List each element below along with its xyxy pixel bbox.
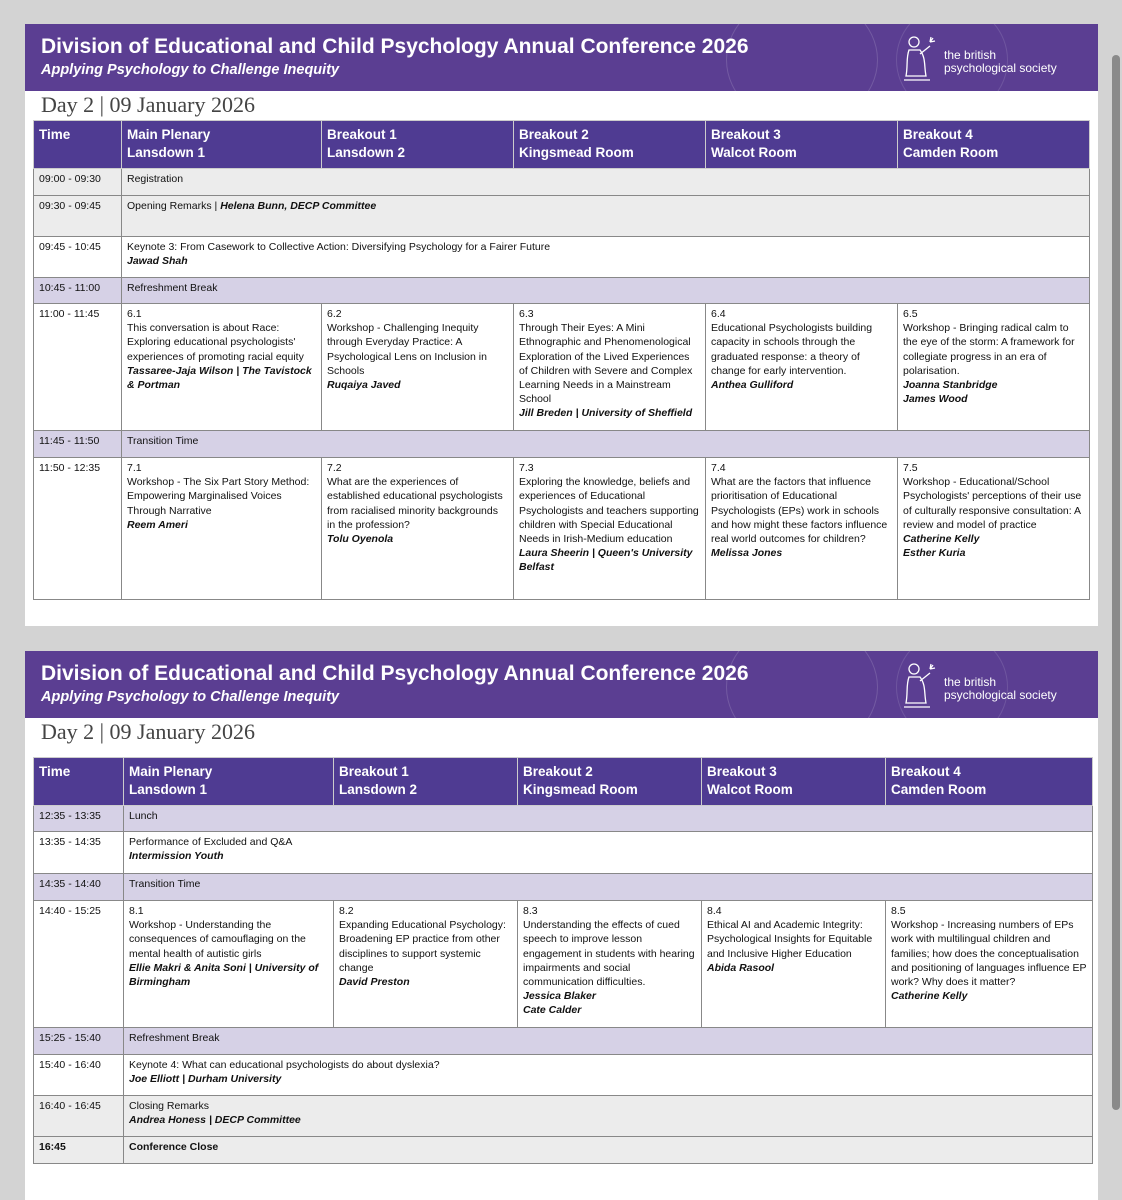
- session-number: 6.5: [903, 308, 918, 320]
- logo-text-line2: psychological society: [944, 688, 1057, 702]
- speaker-name: Catherine Kelly: [891, 990, 968, 1003]
- session-cell: [322, 304, 514, 431]
- table-row: [34, 1137, 1093, 1164]
- column-header: Time: [34, 121, 122, 169]
- speaker-name: Jessica Blaker: [523, 990, 596, 1003]
- session-number: 8.2: [339, 905, 354, 917]
- schedule-table: [33, 120, 1090, 600]
- event-cell: Performance of Excluded and Q&A Intermission Youth: [124, 832, 1093, 874]
- speaker-name: Esther Kuria: [903, 547, 966, 560]
- speaker-name: Helena Bunn, DECP Committee: [220, 200, 377, 212]
- column-header: Time: [34, 758, 124, 806]
- time-cell: 15:25 - 15:40: [34, 1028, 124, 1055]
- speaker-name: Anthea Gulliford: [711, 379, 794, 392]
- event-cell: Conference Close: [124, 1137, 1093, 1164]
- table-row: [34, 304, 1090, 431]
- speaker-name: James Wood: [903, 393, 968, 406]
- session-title: Workshop - Increasing numbers of EPs work with multilingual children and families; how does the conceptualisation and positioning of languages influence EP work? Why does it matter?: [891, 919, 1087, 989]
- bps-logo: [900, 659, 1080, 711]
- event-cell: Refreshment Break: [124, 1028, 1093, 1055]
- session-cell: [124, 901, 334, 1028]
- speaker-name: Ruqaiya Javed: [327, 379, 401, 392]
- column-header: Breakout 2 Kingsmead Room: [518, 758, 702, 806]
- table-row: [34, 832, 1093, 874]
- session-cell: [334, 901, 518, 1028]
- table-row: [34, 169, 1090, 196]
- time-cell: 10:45 - 11:00: [34, 278, 122, 304]
- event-cell: Keynote 3: From Casework to Collective Action: Diversifying Psychology for a Fairer Future Jawad Shah: [122, 237, 1090, 278]
- event-cell: Transition Time: [122, 431, 1090, 458]
- session-cell: [322, 458, 514, 600]
- speaker-name: David Preston: [339, 976, 410, 989]
- time-cell: 09:45 - 10:45: [34, 237, 122, 278]
- bps-logo-icon: [900, 659, 940, 711]
- session-cell: [702, 901, 886, 1028]
- event-cell: Opening Remarks | Helena Bunn, DECP Committee: [122, 196, 1090, 237]
- session-number: 8.4: [707, 905, 722, 917]
- session-cell: [886, 901, 1093, 1028]
- speaker-name: Ellie Makri & Anita Soni | University of Birmingham: [129, 961, 319, 989]
- session-number: 7.2: [327, 462, 342, 474]
- time-cell: 16:40 - 16:45: [34, 1096, 124, 1137]
- table-row: [34, 901, 1093, 1028]
- time-cell: 14:35 - 14:40: [34, 874, 124, 901]
- session-number: 8.1: [129, 905, 144, 917]
- session-number: 6.1: [127, 308, 142, 320]
- speaker-name: Reem Ameri: [127, 518, 188, 531]
- column-header: Breakout 3 Walcot Room: [706, 121, 898, 169]
- event-cell: Closing Remarks Andrea Honess | DECP Committee: [124, 1096, 1093, 1137]
- table-header-row: [34, 758, 1093, 806]
- conference-subtitle: Applying Psychology to Challenge Inequity: [41, 689, 340, 705]
- session-cell: [122, 458, 322, 600]
- schedule-table: [33, 757, 1093, 1164]
- schedule-page-2: [25, 651, 1098, 1200]
- conference-title: Division of Educational and Child Psychology Annual Conference 2026: [41, 662, 749, 685]
- table-row: [34, 458, 1090, 600]
- session-cell: [518, 901, 702, 1028]
- table-row: [34, 874, 1093, 901]
- session-title: Workshop - Bringing radical calm to the eye of the storm: A framework for collegiate progress in an era of polarisation.: [903, 322, 1075, 377]
- session-cell: [706, 304, 898, 431]
- conference-banner: [25, 651, 1098, 718]
- time-cell: 13:35 - 14:35: [34, 832, 124, 874]
- session-title: This conversation is about Race: Exploring educational psychologists' experiences of promoting racial equity: [127, 322, 304, 363]
- session-title: What are the factors that influence prioritisation of Educational Psychologists (EPs) work in schools and how might these factors influence real world outcomes for children?: [711, 476, 888, 546]
- speaker-name: Catherine Kelly: [903, 533, 980, 546]
- column-header: Main Plenary Lansdown 1: [122, 121, 322, 169]
- time-cell: 16:45: [34, 1137, 124, 1164]
- speaker-name: Joanna Stanbridge: [903, 379, 998, 392]
- speaker-name: Laura Sheerin | Queen's University Belfast: [519, 547, 693, 574]
- speaker-name: Andrea Honess | DECP Committee: [129, 1114, 301, 1127]
- conference-title: Division of Educational and Child Psychology Annual Conference 2026: [41, 35, 749, 58]
- table-row: [34, 1028, 1093, 1055]
- session-number: 8.5: [891, 905, 906, 917]
- session-number: 7.4: [711, 462, 726, 474]
- event-cell: Registration: [122, 169, 1090, 196]
- day-heading: Day 2 | 09 January 2026: [41, 719, 255, 744]
- session-cell: [122, 304, 322, 431]
- session-number: 8.3: [523, 905, 538, 917]
- day-heading: Day 2 | 09 January 2026: [41, 92, 255, 117]
- table-row: [34, 278, 1090, 304]
- time-cell: 12:35 - 13:35: [34, 806, 124, 832]
- table-row: [34, 1055, 1093, 1096]
- schedule-page-1: [25, 24, 1098, 626]
- session-cell: [898, 304, 1090, 431]
- column-header: Breakout 1 Lansdown 2: [334, 758, 518, 806]
- session-number: 6.3: [519, 308, 534, 320]
- speaker-name: Joe Elliott | Durham University: [129, 1073, 282, 1086]
- table-row: [34, 806, 1093, 832]
- conference-banner: [25, 24, 1098, 91]
- time-cell: 15:40 - 16:40: [34, 1055, 124, 1096]
- session-title: Exploring the knowledge, beliefs and experiences of Educational Psychologists and teachers supporting children with Special Educational Needs in Irish-Medium education: [519, 476, 699, 546]
- column-header: Breakout 4 Camden Room: [898, 121, 1090, 169]
- logo-text-line1: the british: [944, 675, 997, 689]
- table-row: [34, 1096, 1093, 1137]
- session-title: Through Their Eyes: A Mini Ethnographic and Phenomenological Exploration of the Lived Experiences of Children with Severe and Complex Learning Needs in a Mainstream School: [519, 322, 693, 406]
- session-title: Ethical AI and Academic Integrity: Psychological Insights for Equitable and Inclusive Higher Education: [707, 919, 873, 960]
- speaker-name: Melissa Jones: [711, 547, 783, 560]
- table-row: [34, 237, 1090, 278]
- table-row: [34, 196, 1090, 237]
- speaker-name: Tassaree-Jaja Wilson | The Tavistock & Portman: [127, 364, 312, 392]
- session-number: 6.4: [711, 308, 726, 320]
- time-cell: 09:00 - 09:30: [34, 169, 122, 196]
- speaker-name: Jill Breden | University of Sheffield: [519, 407, 693, 420]
- session-cell: [514, 304, 706, 431]
- speaker-name: Intermission Youth: [129, 850, 224, 863]
- time-cell: 14:40 - 15:25: [34, 901, 124, 1028]
- session-title: Workshop - Understanding the consequences of camouflaging on the mental health of autistic girls: [129, 919, 306, 960]
- session-number: 7.5: [903, 462, 918, 474]
- time-cell: 11:00 - 11:45: [34, 304, 122, 431]
- speaker-name: Cate Calder: [523, 1004, 582, 1017]
- session-number: 7.1: [127, 462, 142, 474]
- session-title: Understanding the effects of cued speech to improve lesson engagement in students with hearing impairments and social communication difficulties.: [523, 919, 695, 989]
- bps-logo: [900, 32, 1080, 84]
- event-cell: Lunch: [124, 806, 1093, 832]
- session-cell: [514, 458, 706, 600]
- session-number: 7.3: [519, 462, 534, 474]
- column-header: Breakout 2 Kingsmead Room: [514, 121, 706, 169]
- session-title: Workshop - The Six Part Story Method: Empowering Marginalised Voices Through Narrative: [127, 476, 310, 517]
- event-cell: Refreshment Break: [122, 278, 1090, 304]
- column-header: Breakout 1 Lansdown 2: [322, 121, 514, 169]
- session-title: What are the experiences of established educational psychologists from racialised minority backgrounds in the profession?: [327, 476, 503, 531]
- logo-text-line1: the british: [944, 48, 997, 62]
- session-title: Expanding Educational Psychology: Broadening EP practice from other disciplines to support systemic change: [339, 919, 506, 974]
- column-header: Breakout 4 Camden Room: [886, 758, 1093, 806]
- scrollbar[interactable]: [1112, 55, 1120, 1110]
- speaker-name: Abida Rasool: [707, 961, 775, 974]
- time-cell: 11:50 - 12:35: [34, 458, 122, 600]
- bps-logo-icon: [900, 32, 940, 84]
- table-row: [34, 431, 1090, 458]
- session-cell: [898, 458, 1090, 600]
- column-header: Breakout 3 Walcot Room: [702, 758, 886, 806]
- session-number: 6.2: [327, 308, 342, 320]
- session-cell: [706, 458, 898, 600]
- conference-subtitle: Applying Psychology to Challenge Inequity: [41, 62, 340, 78]
- session-title: Educational Psychologists building capacity in schools through the graduated response: a theory of change for early intervention.: [711, 322, 873, 377]
- time-cell: 09:30 - 09:45: [34, 196, 122, 237]
- session-title: Workshop - Educational/School Psychologists' perceptions of their use of culturally responsive consultation: A review and model of practice: [903, 476, 1082, 531]
- logo-text-line2: psychological society: [944, 61, 1057, 75]
- table-header-row: [34, 121, 1090, 169]
- session-title: Workshop - Challenging Inequity through Everyday Practice: A Psychological Lens on Inclusion in Schools: [327, 322, 487, 377]
- event-cell: Transition Time: [124, 874, 1093, 901]
- speaker-name: Jawad Shah: [127, 255, 188, 268]
- column-header: Main Plenary Lansdown 1: [124, 758, 334, 806]
- speaker-name: Tolu Oyenola: [327, 533, 394, 546]
- event-cell: Keynote 4: What can educational psychologists do about dyslexia? Joe Elliott | Durham University: [124, 1055, 1093, 1096]
- time-cell: 11:45 - 11:50: [34, 431, 122, 458]
